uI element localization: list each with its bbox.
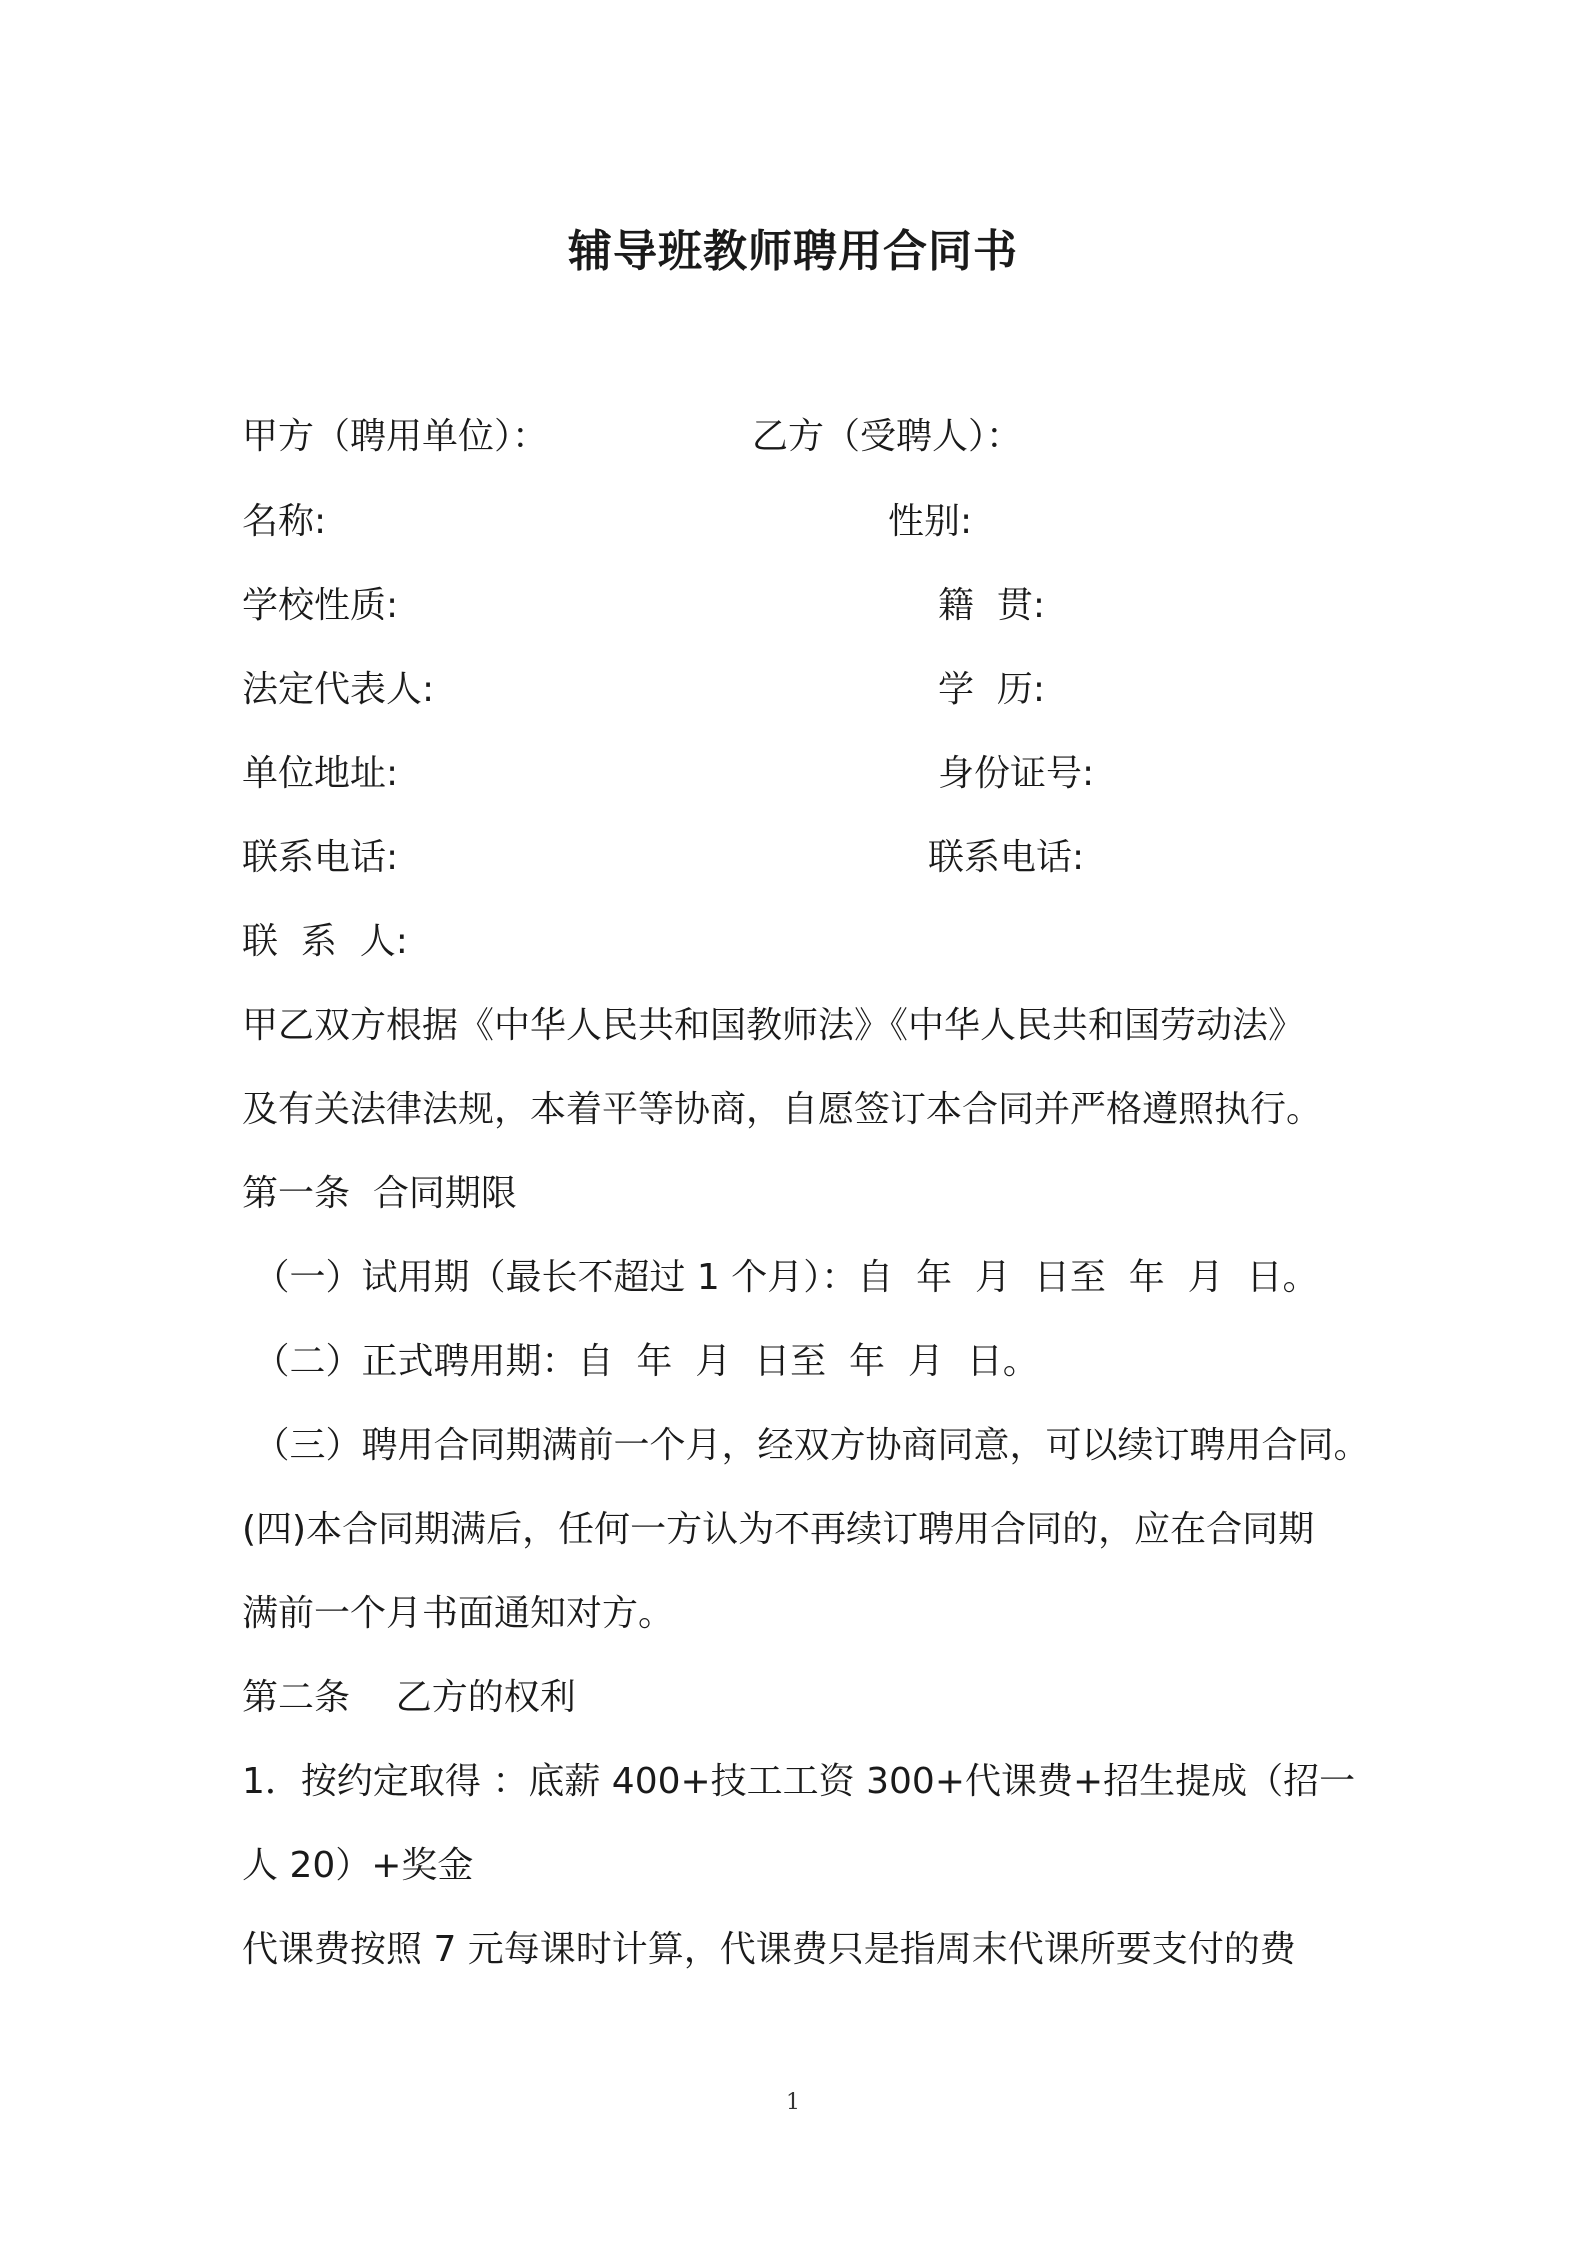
party-a-phone-label: 联系电话:	[242, 837, 399, 878]
party-a-school-type-label: 学校性质:	[242, 585, 399, 626]
party-b-native-place-label: 籍 贯:	[938, 585, 1046, 626]
party-b-heading: 乙方（受聘人）：	[752, 416, 1023, 457]
party-a-contact-label: 联 系 人:	[242, 921, 408, 962]
body-line: （一）试用期（最长不超过 1 个月）：自 年 月 日至 年 月 日。	[242, 1257, 1319, 1298]
page-number: 1	[786, 2090, 800, 2115]
party-b-phone-label: 联系电话:	[928, 837, 1085, 878]
party-b-id-number-label: 身份证号:	[938, 753, 1095, 794]
body-line: 甲乙双方根据《中华人民共和国教师法》《中华人民共和国劳动法》	[242, 1005, 1305, 1046]
party-a-legal-rep-label: 法定代表人:	[242, 669, 435, 710]
party-a-name-label: 名称:	[242, 501, 327, 542]
article-heading: 第二条 乙方的权利	[242, 1677, 576, 1718]
document-title: 辅导班教师聘用合同书	[568, 226, 1018, 277]
party-b-education-label: 学 历:	[938, 669, 1046, 710]
party-a-heading: 甲方（聘用单位）：	[242, 416, 549, 457]
article-heading: 第一条 合同期限	[242, 1173, 517, 1214]
body-line: （二）正式聘用期：自 年 月 日至 年 月 日。	[242, 1341, 1039, 1382]
party-a-address-label: 单位地址:	[242, 753, 399, 794]
body-line: (四)本合同期满后，任何一方认为不再续订聘用合同的，应在合同期	[242, 1509, 1315, 1550]
body-line: 代课费按照 7 元每课时计算，代课费只是指周末代课所要支付的费	[242, 1929, 1296, 1970]
body-line: （三）聘用合同期满前一个月，经双方协商同意，可以续订聘用合同。	[242, 1425, 1370, 1466]
party-b-gender-label: 性别:	[888, 501, 973, 542]
body-line: 人 20）+奖金	[242, 1845, 474, 1886]
body-line: 1．按约定取得 ：底薪 400+技工工资 300+代课费+招生提成（招一	[242, 1761, 1356, 1802]
body-line: 满前一个月书面通知对方。	[242, 1593, 675, 1634]
body-line: 及有关法律法规，本着平等协商，自愿签订本合同并严格遵照执行。	[242, 1089, 1323, 1130]
